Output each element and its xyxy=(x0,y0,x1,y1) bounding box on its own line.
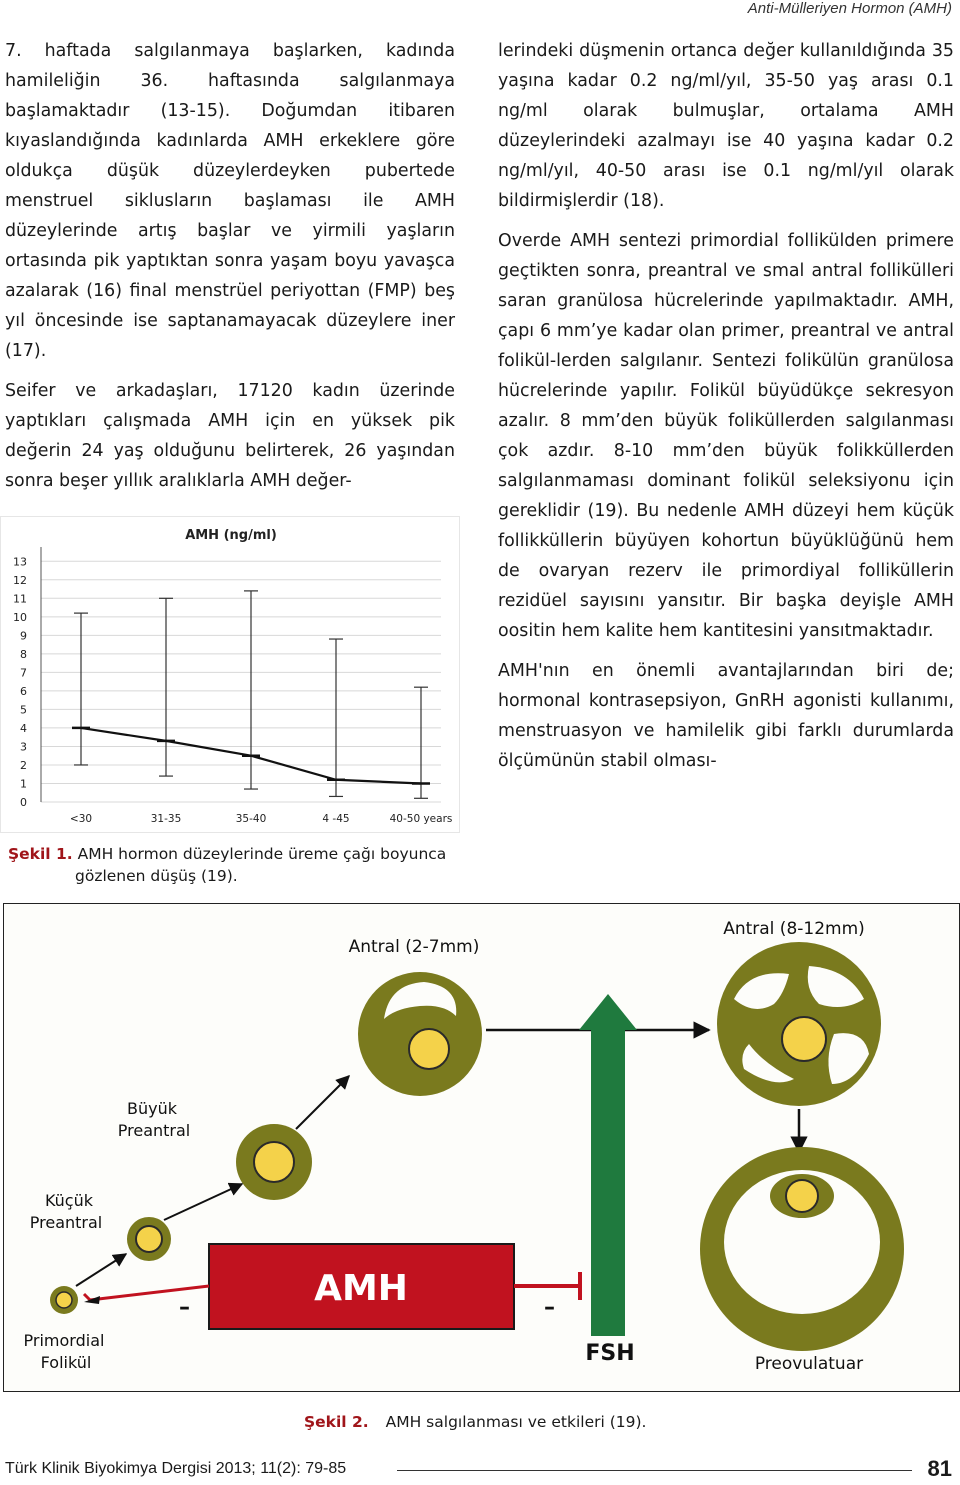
y-tick-label: 13 xyxy=(13,555,27,569)
journal-citation: Türk Klinik Biyokimya Dergisi 2013; 11(2): 79-85 xyxy=(5,1460,347,1477)
y-tick-label: 8 xyxy=(20,647,27,661)
y-tick-label: 6 xyxy=(20,684,27,698)
paragraph: 7. haftada salgılanmaya başlarken, kadında hamileliğin 36. haftasında salgılanmaya başlamaktadır (13-15). Doğumdan itibaren kıyaslandığında kadınlarda AMH erkeklere göre oldukça düşük düzeylerdeyken pubertede menstruel siklusların başlaması ile AMH düzeylerinde artış başlar ve yirmili yaşların ortasında pik yaptıktan sonra yaşam boyu yavaşca azalarak (16) final menstrüel periyottan (FMP) beş yıl öncesinde ise saptanamayacak düzeylere iner (17). xyxy=(5,41,455,361)
amh-age-chart xyxy=(0,516,460,833)
figure1-caption xyxy=(8,843,458,887)
label-large-preantral-2: Preantral xyxy=(117,1121,191,1140)
antral-small-follicle xyxy=(358,972,482,1096)
figure2-caption-text: AMH salgılanması ve etkileri (19). xyxy=(385,1413,647,1431)
y-tick-label: 9 xyxy=(20,629,27,643)
figure2-caption xyxy=(304,1413,646,1431)
amh-secretion-diagram xyxy=(3,903,960,1392)
antral-large-follicle xyxy=(717,942,881,1106)
x-tick-label: 35-40 xyxy=(235,813,267,825)
y-tick-label: 11 xyxy=(13,592,27,606)
preovulatory-follicle xyxy=(700,1147,904,1351)
label-primordial-2: Folikül xyxy=(40,1353,92,1372)
running-header: Anti-Mülleriyen Hormon (AMH) xyxy=(747,0,952,17)
amh-block xyxy=(209,1244,514,1329)
right-column xyxy=(498,36,954,776)
y-tick-label: 4 xyxy=(20,721,27,735)
figure1-caption-text: AMH hormon düzeylerinde üreme çağı boyunca xyxy=(77,845,447,863)
x-tick-label: 31-35 xyxy=(150,813,182,825)
y-tick-label: 2 xyxy=(20,758,27,772)
left-column xyxy=(5,36,455,496)
paragraph: lerindeki düşmenin ortanca değer kullanıldığında 35 yaşına kadar 0.2 ng/ml/yıl, 35-50 yaş arası 0.1 ng/ml olarak bulmuşlar, ortalama AMH düzeylerindeki azalmayı ise 40 yaşına kadar 0.2 ng/ml/yıl, 40-50 arası ise 0.1 ng/ml/yıl olarak bildirmişlerdir (18). xyxy=(498,41,954,211)
minus-sign-1: – xyxy=(179,1295,190,1320)
label-small-preantral-1: Küçük xyxy=(44,1191,94,1210)
small-preantral-follicle xyxy=(127,1217,171,1261)
label-antral-large: Antral (8-12mm) xyxy=(723,919,865,939)
label-primordial-1: Primordial xyxy=(23,1331,105,1350)
y-tick-label: 7 xyxy=(20,666,27,680)
label-antral-small: Antral (2-7mm) xyxy=(348,937,480,957)
y-tick-label: 0 xyxy=(20,796,27,809)
minus-sign-2: – xyxy=(544,1295,555,1320)
y-tick-label: 10 xyxy=(13,610,27,624)
page-number: 81 xyxy=(927,1456,952,1481)
label-small-preantral-2: Preantral xyxy=(29,1213,103,1232)
x-tick-label: 40-50 years xyxy=(389,813,453,825)
figure1-caption-text2: gözlenen düşüş (19). xyxy=(75,867,238,885)
label-large-preantral-1: Büyük xyxy=(127,1099,177,1118)
figure2-caption-label: Şekil 2. xyxy=(304,1413,369,1431)
paragraph: AMH'nın en önemli avantajlarından biri de; hormonal kontrasepsiyon, GnRH agonisti kullanımı, menstruasyon ve hamilelik gibi farklı durumlarda ölçümünün stabil olması- xyxy=(498,661,954,771)
figure1-caption-label: Şekil 1. xyxy=(8,845,73,863)
y-tick-label: 5 xyxy=(20,703,27,717)
y-tick-label: 1 xyxy=(20,777,27,791)
amh-label: AMH xyxy=(314,1268,408,1309)
x-tick-label: <30 xyxy=(69,813,93,825)
large-preantral-follicle xyxy=(236,1124,312,1200)
label-preovulatory: Preovulatuar xyxy=(754,1354,864,1374)
y-tick-label: 3 xyxy=(20,740,27,754)
chart-title: AMH (ng/ml) xyxy=(185,528,277,543)
primordial-follicle xyxy=(50,1286,78,1314)
paragraph: Overde AMH sentezi primordial follikülden primere geçtikten sonra, preantral ve smal antral follikülleri saran granülosa hücrelerinde yapılmaktadır. AMH, çapı 6 mm’ye kadar olan primer, preantral ve antral folikül-lerden salgılanır. Sentezi folikülün granülosa hücrelerinde yapılır. Folikül büyüdükçe sekresyon azalır. 8 mm’den büyük foliküllerden salgılanması çok azdır. 8-10 mm’den büyük folikküllerden salgılanmaması dominant folikül seleksiyonu için gereklidir (19). Bu nedenle AMH düzeyi hem küçük follikküllerin büyüyen kohortun büyüklüğünü hem de ovaryan rezerv ile primordiyal folliküllerin rezidüel sayısını yansıtır. Bir başka deyişle AMH oositin hem kalite hem kantitesini yansıtmaktadır. xyxy=(498,231,954,641)
fsh-label: FSH xyxy=(585,1341,635,1366)
y-tick-label: 12 xyxy=(13,573,27,587)
paragraph: Seifer ve arkadaşları, 17120 kadın üzerinde yaptıkları çalışmada AMH için en yüksek pik değerin 24 yaş olduğunu belirterek, 26 yaşından sonra beşer yıllık aralıklarla AMH değer- xyxy=(5,381,455,491)
x-tick-label: 4 -45 xyxy=(322,813,350,825)
footer-rule xyxy=(397,1470,912,1471)
